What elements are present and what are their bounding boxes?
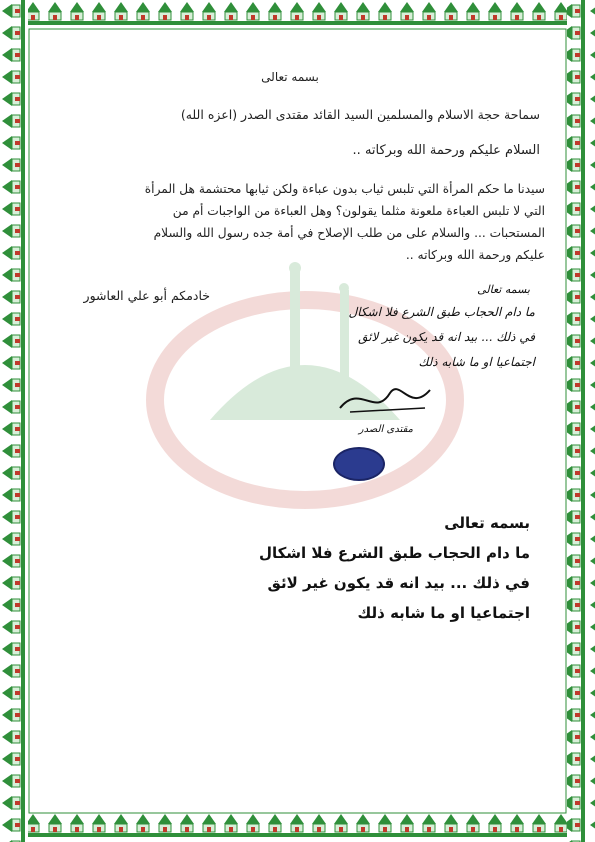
signature-name: مقتدى الصدر <box>358 424 413 435</box>
letter-greeting: السلام عليكم ورحمة الله وبركاته .. <box>352 143 540 158</box>
typed-reply-line: بسمه تعالى <box>444 514 530 532</box>
handwritten-line: في ذلك ... بيد انه قد يكون غير لائق <box>358 330 535 344</box>
official-seal <box>333 447 385 481</box>
handwritten-line: اجتماعيا او ما شابه ذلك <box>418 355 535 369</box>
letter-body-line: عليكم ورحمة الله وبركاته .. <box>405 248 545 262</box>
typed-reply-line: في ذلك ... بيد انه قد يكون غير لائق <box>267 574 530 592</box>
handwritten-line: ما دام الحجاب طبق الشرع فلا اشكال <box>348 305 535 319</box>
signature <box>330 378 440 420</box>
letter-basmala: بسمه تعالى <box>261 70 319 84</box>
letter-addressee: سماحة حجة الاسلام والمسلمين السيد القائد مقتدى الصدر (اعزه الله) <box>180 107 540 122</box>
letter-body-line: سيدنا ما حكم المرأة التي تلبس ثياب بدون عباءة ولكن ثيابها محتشمة هل المرأة <box>144 182 545 196</box>
letter-sender: خادمكم أبو علي العاشور <box>83 288 210 303</box>
handwritten-line: بسمه تعالى <box>477 283 530 296</box>
letter-body-line: التي لا تلبس العباءة ملعونة مثلما يقولون؟ وهل العباءة من الواجبات أم من <box>172 204 545 218</box>
typed-reply-line: اجتماعيا او ما شابه ذلك <box>357 604 530 622</box>
typed-reply-line: ما دام الحجاب طبق الشرع فلا اشكال <box>258 544 530 562</box>
letter-body-line: المستحبات ... والسلام على من طلب الإصلاح في أمة جده رسول الله والسلام <box>153 226 545 240</box>
